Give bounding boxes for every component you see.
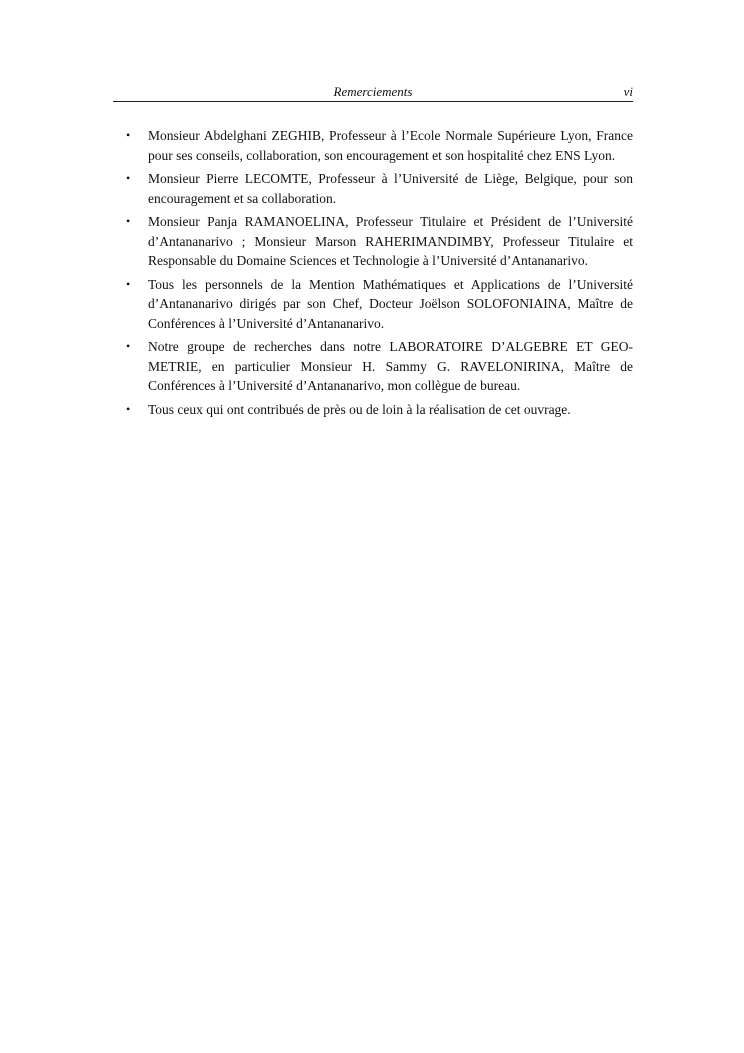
running-header — [113, 84, 633, 102]
list-item — [113, 169, 633, 208]
list-item — [113, 212, 633, 271]
bullet-icon: • — [126, 171, 131, 185]
page-number: vi — [623, 84, 633, 99]
bullet-icon: • — [126, 401, 131, 416]
list-item — [113, 337, 633, 396]
bullet-icon: • — [126, 214, 131, 228]
list-item-text: Tous les personnels de la Mention Mathématiques et Applications de l’Université d’Antananarivo dirigés par son Chef, Docteur Joëlson SOLOFONIAINA, Maître de Conférences à l’Université d’Antananarivo. — [148, 276, 633, 331]
bullet-icon: • — [126, 128, 131, 142]
list-item — [113, 275, 633, 334]
bullet-icon: • — [126, 339, 131, 353]
header-title: Remerciements — [333, 84, 413, 99]
list-item — [113, 400, 633, 420]
bullet-icon: • — [126, 276, 131, 291]
list-item-text: Notre groupe de recherches dans notre LABORATOIRE D’ALGEBRE ET GEOMETRIE, en particulier Monsieur H. Sammy G. RAVELONIRINA, Maître de Conférences à l’Université d’Antananarivo, mon collègue de bureau. — [148, 339, 633, 393]
acknowledgements-list — [113, 126, 633, 423]
list-item-text: Tous ceux qui ont contribués de près ou de loin à la réalisation de cet ouvrage. — [148, 401, 571, 417]
list-item-text: Monsieur Abdelghani ZEGHIB, Professeur à l’Ecole Normale Supérieure Lyon, France pour ses conseils, collaboration, son encouragement et son hospitalité chez ENS Lyon. — [148, 128, 633, 163]
list-item-text: Monsieur Pierre LECOMTE, Professeur à l’Université de Liège, Belgique, pour son encouragement et sa collaboration. — [148, 171, 633, 206]
list-item — [113, 126, 633, 165]
list-item-text: Monsieur Panja RAMANOELINA, Professeur Titulaire et Président de l’Université d’Antananarivo ; Monsieur Marson RAHERIMANDIMBY, Professeur Titulaire et Responsable du Domaine Sciences et Technologie à l’Université d’Antananarivo. — [148, 214, 633, 268]
